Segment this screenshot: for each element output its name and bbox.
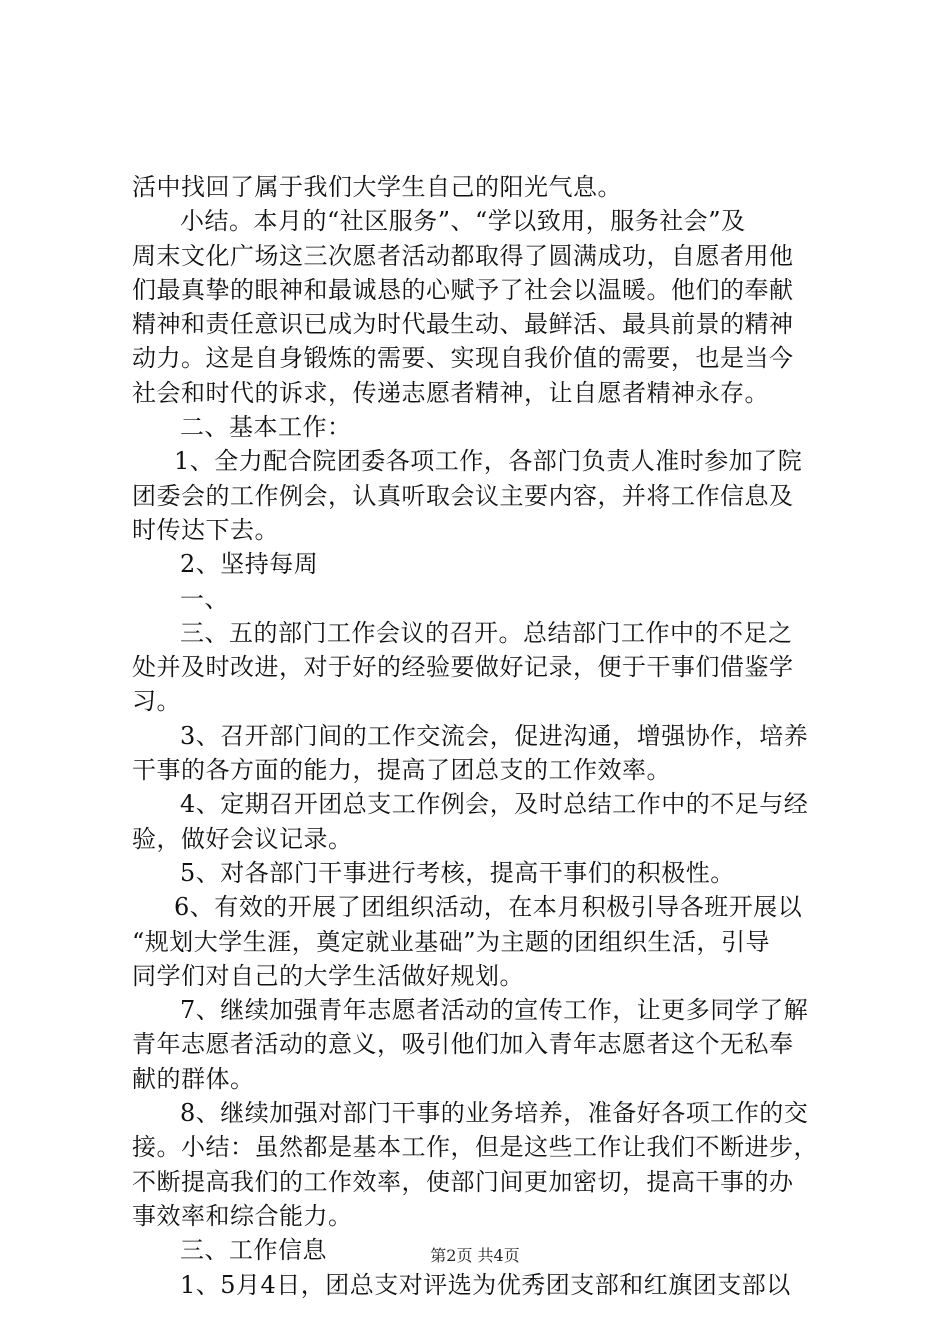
text-line: 活中找回了属于我们大学生自己的阳光气息。 bbox=[132, 173, 622, 201]
text-line: 5、对各部门干事进行考核，提高干事们的积极性。 bbox=[180, 858, 735, 887]
text-line: 6、有效的开展了团组织活动，在本月积极引导各班开展以 bbox=[174, 893, 803, 922]
text-line: 三、五的部门工作会议的召开。总结部门工作中的不足之 bbox=[180, 618, 793, 647]
text-line: 接。小结：虽然都是基本工作，但是这些工作让我们不断进步， bbox=[132, 1133, 818, 1162]
text-line: 1、全力配合院团委各项工作，各部门负责人准时参加了院 bbox=[174, 447, 803, 476]
text-line: 小结。本月的“社区服务”、“学以致用，服务社会”及 bbox=[180, 207, 746, 236]
text-line: 精神和责任意识已成为时代最生动、最鲜活、最具前景的精神 bbox=[132, 310, 794, 339]
text-line: 社会和时代的诉求，传递志愿者精神，让自愿者精神永存。 bbox=[132, 378, 769, 407]
text-line: 们最真挚的眼神和最诚恳的心赋予了社会以温暖。他们的奉献 bbox=[132, 275, 794, 304]
section-heading: 三、工作信息 bbox=[180, 1236, 327, 1265]
text-line: 7、继续加强青年志愿者活动的宣传工作，让更多同学了解 bbox=[180, 996, 809, 1025]
text-line: 处并及时改进，对于好的经验要做好记录，便于干事们借鉴学 bbox=[132, 653, 794, 682]
text-line: 时传达下去。 bbox=[132, 515, 279, 544]
text-line: 事效率和综合能力。 bbox=[132, 1201, 353, 1230]
text-line: 一、 bbox=[180, 584, 229, 613]
text-line: 献的群体。 bbox=[132, 1064, 255, 1093]
text-line: 青年志愿者活动的意义，吸引他们加入青年志愿者这个无私奉 bbox=[132, 1030, 794, 1059]
text-line: 不断提高我们的工作效率，使部门间更加密切，提高干事的办 bbox=[132, 1167, 794, 1196]
text-line: 2、坚持每周 bbox=[180, 550, 319, 579]
text-line: 团委会的工作例会，认真听取会议主要内容，并将工作信息及 bbox=[132, 481, 794, 510]
document-body bbox=[132, 170, 837, 1302]
text-line: 1、5月4日，团总支对评选为优秀团支部和红旗团支部以 bbox=[180, 1270, 791, 1299]
text-line: “规划大学生涯，奠定就业基础”为主题的团组织生活，引导 bbox=[132, 927, 771, 956]
text-line: 4、定期召开团总支工作例会，及时总结工作中的不足与经 bbox=[180, 790, 809, 819]
section-heading: 二、基本工作： bbox=[180, 413, 352, 442]
text-line: 验，做好会议记录。 bbox=[132, 824, 353, 853]
page-number-footer: 第2页 共4页 bbox=[430, 1246, 520, 1265]
text-line: 3、召开部门间的工作交流会，促进沟通，增强协作，培养 bbox=[180, 721, 809, 750]
text-line: 同学们对自己的大学生活做好规划。 bbox=[132, 961, 524, 990]
text-line: 干事的各方面的能力，提高了团总支的工作效率。 bbox=[132, 756, 671, 785]
text-line: 动力。这是自身锻炼的需要、实现自我价值的需要，也是当今 bbox=[132, 344, 794, 373]
text-line: 习。 bbox=[132, 687, 181, 716]
text-line: 周末文化广场这三次愿者活动都取得了圆满成功，自愿者用他 bbox=[132, 241, 794, 270]
text-line: 8、继续加强对部门干事的业务培养，准备好各项工作的交 bbox=[180, 1099, 809, 1128]
